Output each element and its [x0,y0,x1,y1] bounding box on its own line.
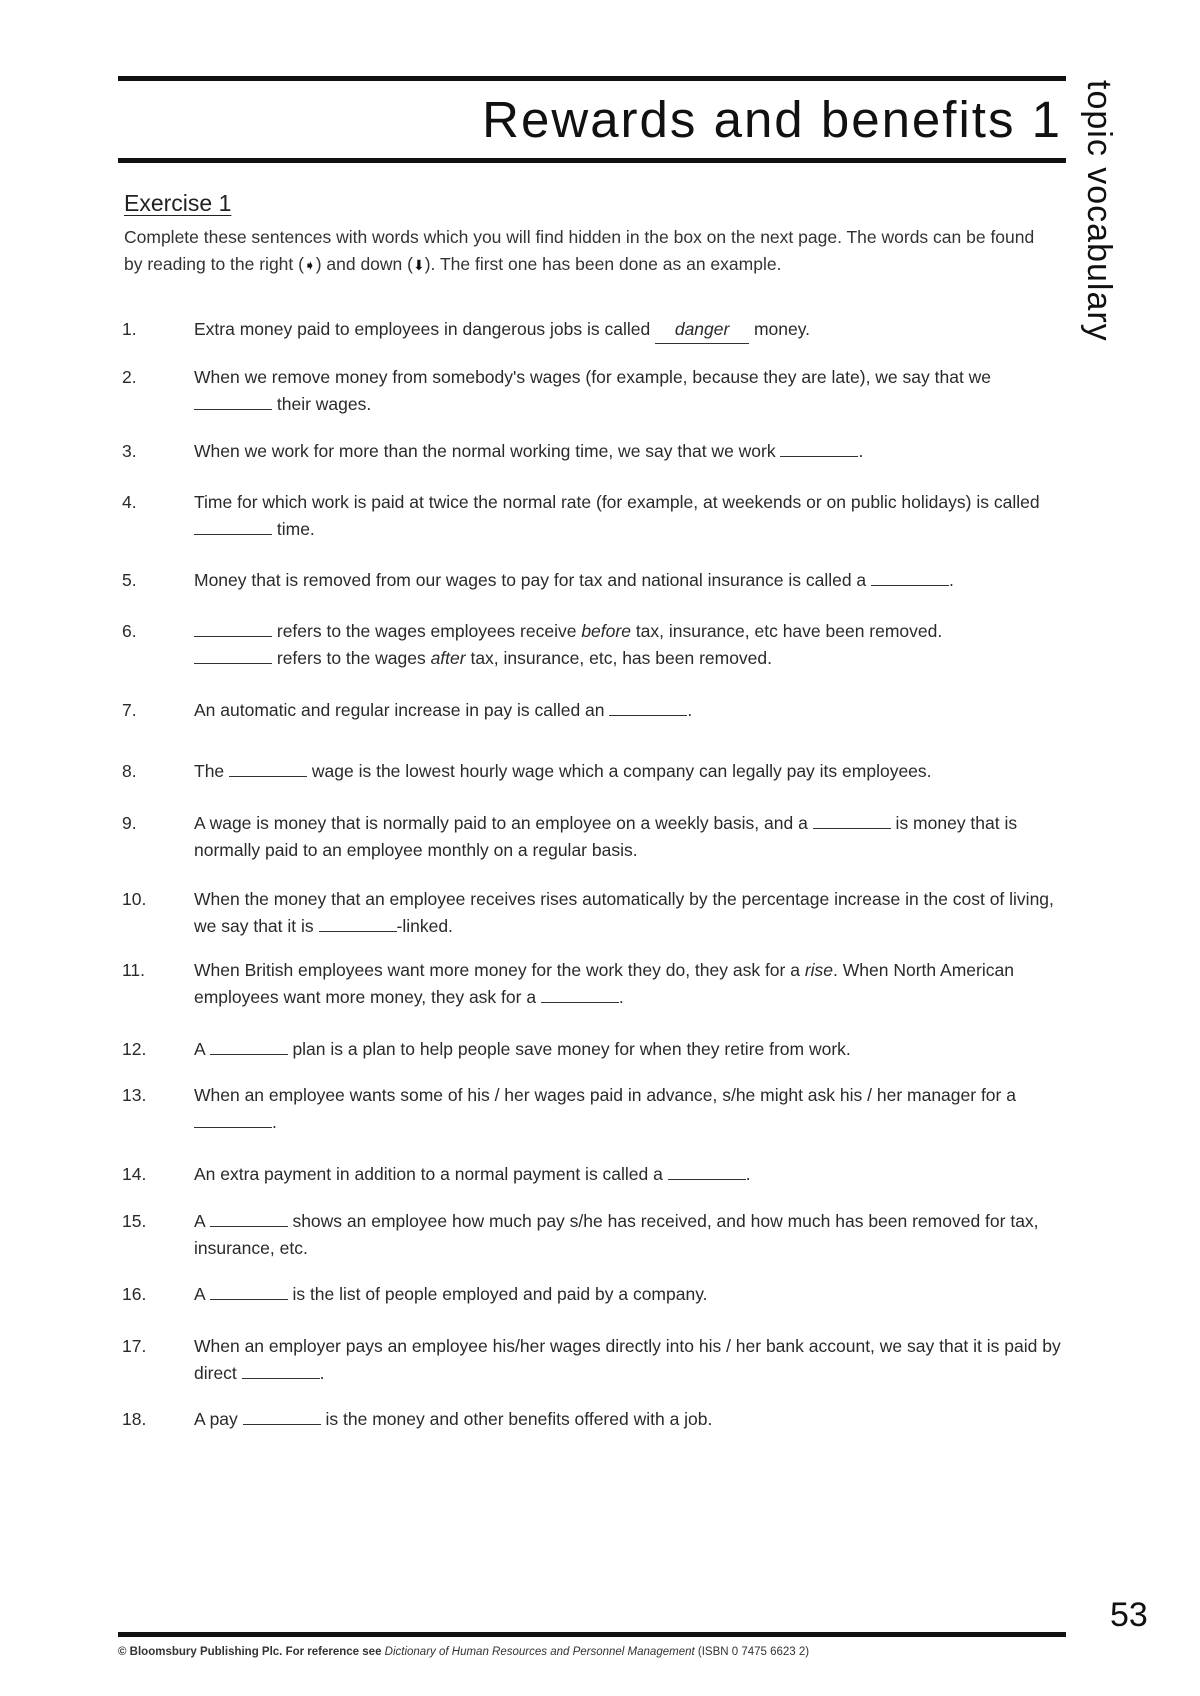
question-text-part: refers to the wages [272,648,431,668]
answer-blank[interactable] [813,814,891,829]
question-text [194,1082,1062,1136]
side-section-label: topic vocabulary [1080,80,1118,342]
question-text-part: . [618,987,624,1007]
answer-blank[interactable] [210,1285,288,1300]
question-number: 2. [122,367,137,387]
question-number: 15. [122,1211,147,1231]
question-text [194,1036,1062,1063]
question-text-part: is the list of people employed and paid by a company. [287,1284,708,1304]
question-text-part: time. [272,519,315,539]
question-number: 8. [122,761,137,781]
question-text-part: refers to the wages employees receive [272,621,582,641]
answer-blank[interactable] [210,1040,288,1055]
question-text-part: . [949,570,954,590]
question-number: 5. [122,570,137,590]
answer-blank[interactable] [609,701,687,716]
question-text-part: . [745,1164,751,1184]
question-text-part: tax, insurance, etc, has been removed. [465,648,773,668]
question-text-part: A pay [194,1409,243,1429]
question-text-part: shows an employee how much pay s/he has received, and how much has been removed for tax, insurance, etc. [194,1211,1039,1258]
question-text-part: -linked. [396,916,453,936]
question-text [194,1281,1062,1308]
arrow-right-icon: ➧ [303,257,316,273]
question-text [194,364,1062,418]
example-answer: danger [655,316,749,344]
instructions-text: Complete these sentences with words which you will find hidden in the box on the next page. The words can be found by reading to the right ( [124,227,1035,274]
arrow-down-icon: ⬇ [412,257,425,273]
question-text-part: The [194,761,230,781]
question-text-part: When an employee wants some of his / her wages paid in advance, s/he might ask his / her manager for a [194,1085,1016,1105]
question-text [194,1333,1062,1387]
instructions-text: ) and down ( [315,254,413,274]
question-text [194,1406,1062,1433]
question-number: 1. [122,319,137,339]
question-text-part: Money that is removed from our wages to pay for tax and national insurance is called a [194,570,872,590]
question-text-part: When the money that an employee receives rises automatically by the percentage increase in the cost of living, we say that it is [194,889,1054,936]
question-text-part: Extra money paid to employees in dangerous jobs is called [194,319,656,339]
question-number: 4. [122,492,137,512]
answer-blank[interactable] [194,395,272,410]
question-text-part: is the money and other benefits offered with a job. [320,1409,713,1429]
question-text-part: A [194,1284,210,1304]
exercise-heading: Exercise 1 [124,190,232,216]
question-text-part: wage is the lowest hourly wage which a company can legally pay its employees. [307,761,932,781]
question-text-part: . [687,700,693,720]
question-text [194,489,1062,543]
answer-blank[interactable] [243,1410,321,1425]
question-text-part: is money that is normally paid to an employee monthly on a regular basis. [194,813,1018,860]
question-text [194,758,1062,785]
question-number: 18. [122,1409,147,1429]
question-text-part: money. [749,319,811,339]
question-text [194,438,1062,465]
question-text [194,1161,1062,1188]
answer-blank[interactable] [194,1113,272,1128]
answer-blank[interactable] [229,762,307,777]
question-text [194,697,1062,724]
question-text [194,618,1062,672]
page-title: Rewards and benefits 1 [482,91,1062,148]
question-text-part: . When North American employees want more money, they ask for a [194,960,1014,1007]
answer-blank[interactable] [194,622,272,637]
answer-blank[interactable] [780,442,858,457]
question-text-part: An automatic and regular increase in pay is called an [194,700,610,720]
question-text-part: plan is a plan to help people save money for when they retire from work. [287,1039,851,1059]
question-text-part: When we work for more than the normal working time, we say that we work [194,441,781,461]
question-text-part: An extra payment in addition to a normal payment is called a [194,1164,668,1184]
question-number: 12. [122,1039,147,1059]
question-number: 13. [122,1085,147,1105]
answer-blank[interactable] [319,917,397,932]
answer-blank[interactable] [210,1212,288,1227]
question-text-part: . [319,1363,325,1383]
answer-blank[interactable] [194,649,272,664]
question-text-part: . [272,1112,277,1132]
question-number: 14. [122,1164,147,1184]
answer-blank[interactable] [242,1364,320,1379]
question-text-part: A wage is money that is normally paid to an employee on a weekly basis, and a [194,813,813,833]
question-text-emphasis: before [581,621,631,641]
question-text-part: Time for which work is paid at twice the normal rate (for example, at weekends or on public holidays) is called [194,492,1040,512]
question-text-part: . [858,441,864,461]
question-number: 9. [122,813,137,833]
instructions-text: ). The first one has been done as an example. [424,254,782,274]
question-number: 10. [122,889,147,909]
footer-copyright-text: © Bloomsbury Publishing Plc. For reference see [118,1646,385,1658]
question-text-part: their wages. [272,394,372,414]
question-text-emphasis: rise [804,960,834,980]
question-number: 11. [122,960,146,980]
question-text-emphasis: after [430,648,466,668]
question-text [194,316,1062,344]
footer-isbn: (ISBN 0 7475 6623 2) [694,1646,810,1658]
question-text [194,957,1062,1011]
question-text-part: A [194,1211,210,1231]
answer-blank[interactable] [194,520,272,535]
question-text [194,1208,1062,1262]
question-number: 3. [122,441,137,461]
question-number: 7. [122,700,137,720]
question-number: 17. [122,1336,147,1356]
question-text-part: When we remove money from somebody's wages (for example, because they are late), we say that we [194,367,992,387]
answer-blank[interactable] [541,988,619,1003]
question-number: 6. [122,621,137,641]
question-text [194,810,1062,864]
page-number: 53 [1110,1596,1148,1634]
question-text-part: When British employees want more money for the work they do, they ask for a [194,960,805,980]
bottom-rule [118,1632,1066,1637]
question-text-part: When an employer pays an employee his/her wages directly into his / her bank account, we say that it is paid by direct [194,1336,1061,1383]
answer-blank[interactable] [871,571,949,586]
question-text-part: tax, insurance, etc have been removed. [630,621,943,641]
answer-blank[interactable] [668,1165,746,1180]
question-text-part: A [194,1039,210,1059]
question-number: 16. [122,1284,147,1304]
question-text [194,567,1062,594]
footer-book-title: Dictionary of Human Resources and Personnel Management [384,1646,695,1658]
footer-copyright [118,1646,809,1658]
question-text [194,886,1062,940]
